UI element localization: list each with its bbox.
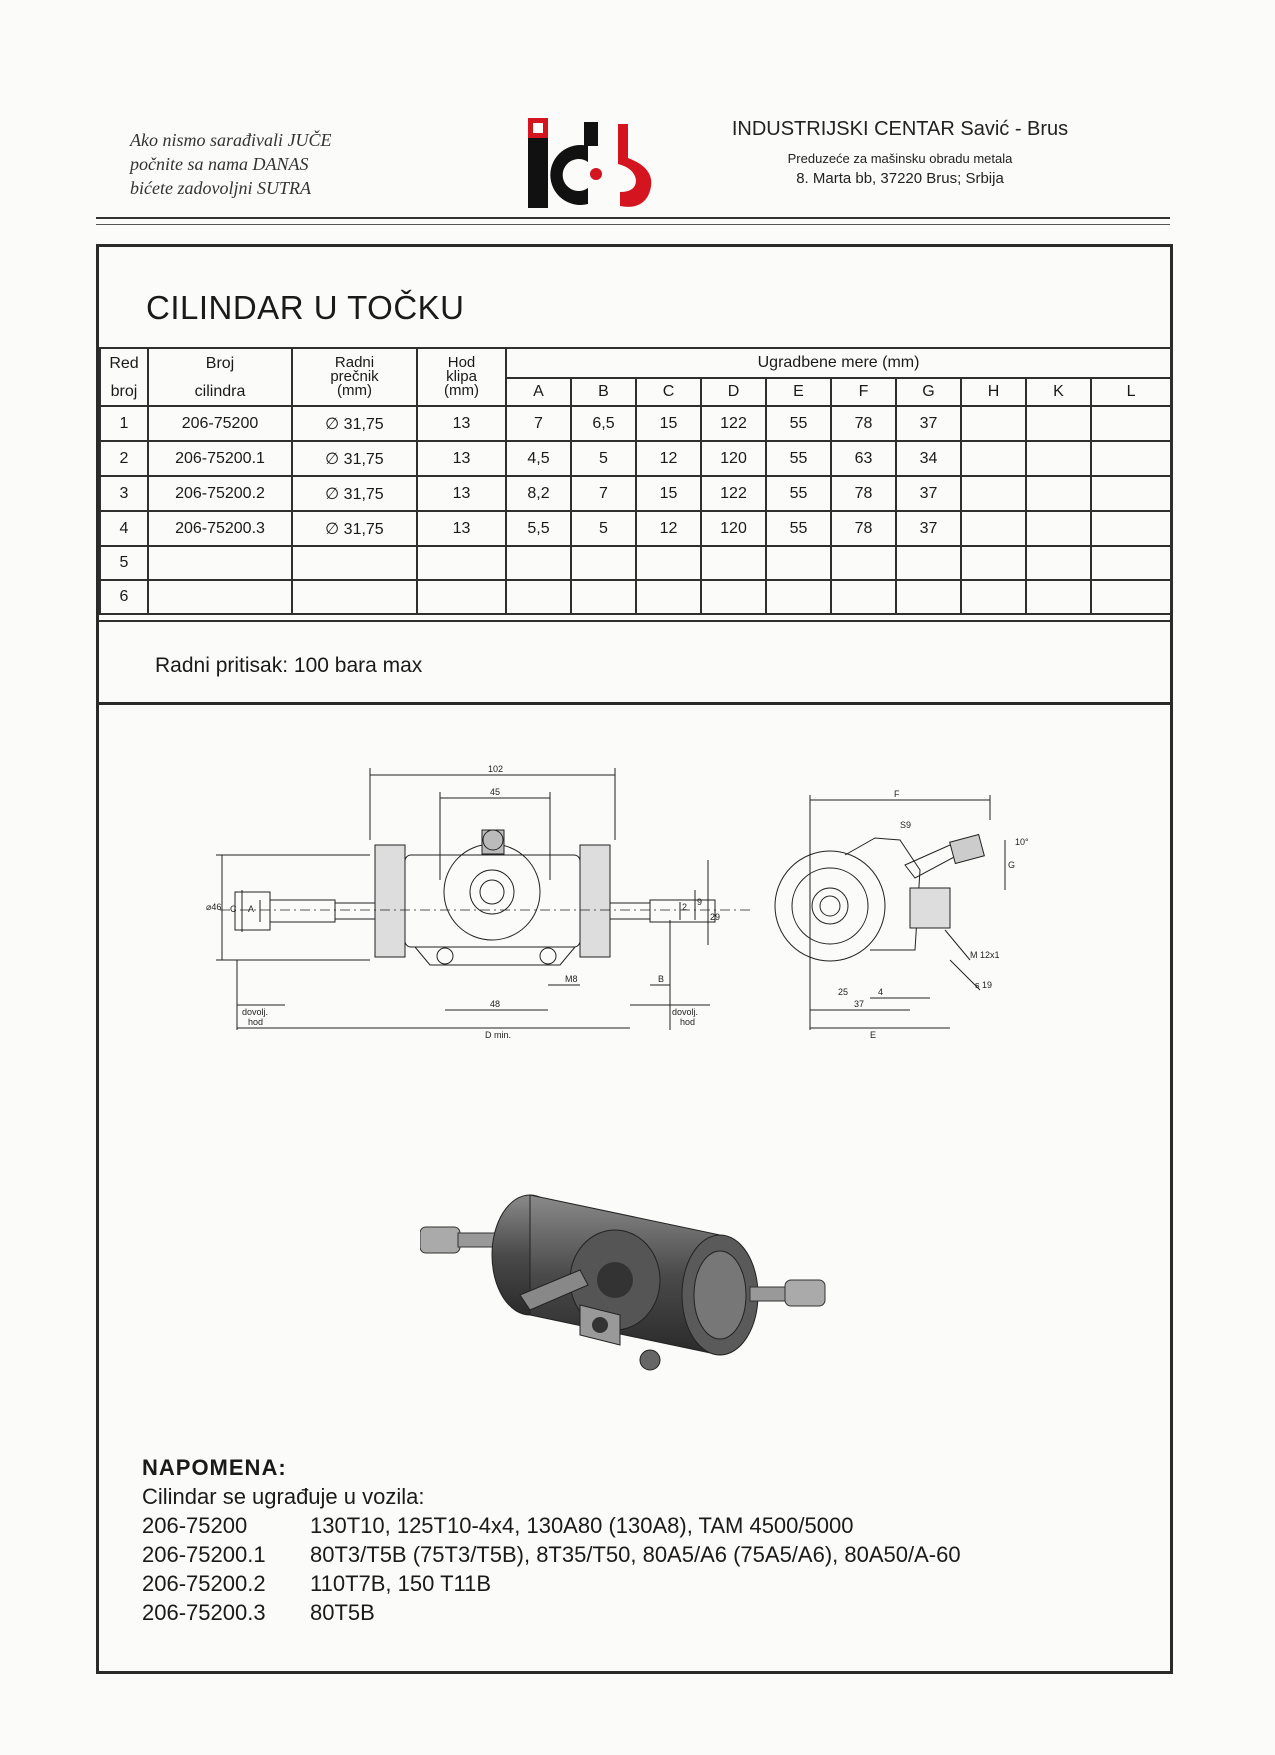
dim-b-cell: 5 <box>571 511 636 546</box>
company-subtitle: Preduzeće za mašinsku obradu metala <box>787 151 1013 166</box>
dim-b-cell: 6,5 <box>571 406 636 441</box>
dim-a-cell <box>506 546 571 580</box>
col-header-hod-line1: Hod <box>447 354 476 371</box>
dim-e-label: E <box>870 1030 877 1040</box>
table-row <box>100 511 1171 546</box>
col-header-g: G <box>896 378 961 406</box>
dim-k-cell <box>1026 441 1091 476</box>
col-header-l: L <box>1091 378 1171 406</box>
dim-c-cell: 15 <box>636 406 701 441</box>
dim-h-cell <box>961 546 1026 580</box>
piston-stroke-cell: 13 <box>417 441 506 476</box>
dim-e-cell: 55 <box>766 476 831 511</box>
slogan-line-2: počnite sa nama DANAS <box>130 154 309 174</box>
dim-f-cell: 78 <box>831 511 896 546</box>
dim-h-cell <box>961 476 1026 511</box>
dim-h-cell <box>961 441 1026 476</box>
dim-g-cell: 37 <box>896 476 961 511</box>
dim-g-cell: 37 <box>896 511 961 546</box>
dim-l-cell <box>1091 441 1171 476</box>
note-item <box>142 1540 961 1569</box>
dim-l-cell <box>1091 580 1171 614</box>
company-address: 8. Marta bb, 37220 Brus; Srbija <box>796 170 1004 187</box>
col-header-hod-line2: klipa <box>446 368 477 385</box>
dim-g-cell: 34 <box>896 441 961 476</box>
dim-48-label: 48 <box>490 999 501 1009</box>
note-item-code: 206-75200 <box>142 1513 248 1538</box>
dim-k-cell <box>1026 406 1091 441</box>
bore-diameter-cell: ∅ 31,75 <box>292 406 417 441</box>
dim-10deg-label: 10° <box>1015 837 1029 847</box>
bore-diameter-cell <box>292 580 417 614</box>
dim-phi46-label: ⌀46 <box>206 902 222 912</box>
col-header-radni-line3: (mm) <box>337 382 372 399</box>
dim-e-cell: 55 <box>766 511 831 546</box>
col-header-b: B <box>571 378 636 406</box>
dim-k-cell <box>1026 580 1091 614</box>
note-intro: Cilindar se ugrađuje u vozila: <box>142 1484 425 1509</box>
header-rule-thin <box>96 224 1170 225</box>
note-item-vehicles: 80T5B <box>310 1600 375 1625</box>
dim-b-cell <box>571 546 636 580</box>
dim-e-cell <box>766 546 831 580</box>
dim-d-cell <box>701 546 766 580</box>
dim-e-cell: 55 <box>766 441 831 476</box>
row-number-cell: 6 <box>100 580 148 614</box>
technical-drawing <box>110 760 1100 1040</box>
col-header-c: C <box>636 378 701 406</box>
dim-e-cell: 55 <box>766 406 831 441</box>
note-heading: NAPOMENA: <box>142 1455 287 1480</box>
dim-e-cell <box>766 580 831 614</box>
dim-l-cell <box>1091 406 1171 441</box>
note-item-code: 206-75200.3 <box>142 1600 266 1625</box>
bore-diameter-cell: ∅ 31,75 <box>292 511 417 546</box>
dim-b-cell: 5 <box>571 441 636 476</box>
col-header-radni-line1: Radni <box>334 354 375 371</box>
col-header-radni-line2: prečnik <box>330 368 379 385</box>
dim-c-cell: 15 <box>636 476 701 511</box>
dovolj-hod-right-1: dovolj. <box>672 1007 699 1017</box>
dim-c-cell <box>636 580 701 614</box>
dim-a-cell <box>506 580 571 614</box>
dim-a-cell: 7 <box>506 406 571 441</box>
dim-4-label: 4 <box>878 987 884 997</box>
row-number-cell: 1 <box>100 406 148 441</box>
dim-37-label: 37 <box>854 999 865 1009</box>
note-item-vehicles: 80T3/T5B (75T3/T5B), 8T35/T50, 80A5/A6 (75A5/A6), 80A50/A-60 <box>310 1542 961 1567</box>
dim-45-label: 45 <box>490 787 501 797</box>
dim-l-cell <box>1091 511 1171 546</box>
dim-k-cell <box>1026 476 1091 511</box>
dim-k-cell <box>1026 511 1091 546</box>
table-row <box>100 476 1171 511</box>
dim-102-label: 102 <box>488 764 504 774</box>
company-info <box>720 118 1080 187</box>
slogan-line-1: Ako nismo sarađivali JUČE <box>130 130 332 150</box>
slogan-line-3: bićete zadovoljni SUTRA <box>130 178 311 198</box>
note-item-code: 206-75200.1 <box>142 1542 266 1567</box>
dim-c-cell: 12 <box>636 511 701 546</box>
part-number-cell: 206-75200.1 <box>148 441 292 476</box>
side-view-labels <box>206 764 720 1040</box>
note-item-code: 206-75200.2 <box>142 1571 266 1596</box>
dim-d-cell <box>701 580 766 614</box>
bore-diameter-cell <box>292 546 417 580</box>
dim-b-label: B <box>658 974 665 984</box>
dim-l-cell <box>1091 476 1171 511</box>
note-items <box>142 1511 961 1627</box>
note-item <box>142 1511 961 1540</box>
pressure-section <box>99 620 1170 705</box>
bore-diameter-cell: ∅ 31,75 <box>292 476 417 511</box>
col-header-red: Red <box>109 355 139 372</box>
dim-g-cell <box>896 580 961 614</box>
dim-s19-label: s 19 <box>975 980 993 990</box>
row-number-cell: 4 <box>100 511 148 546</box>
row-number-cell: 5 <box>100 546 148 580</box>
dim-a-cell: 5,5 <box>506 511 571 546</box>
dim-29-label: 29 <box>710 912 721 922</box>
dim-f-cell <box>831 580 896 614</box>
dim-g-cell <box>896 546 961 580</box>
dim-l-cell <box>1091 546 1171 580</box>
end-view <box>775 795 1005 1030</box>
dovolj-hod-left-2: hod <box>248 1017 264 1027</box>
dim-m8-label: M8 <box>565 974 578 984</box>
col-header-broj-top: Broj <box>205 355 235 372</box>
dim-h-cell <box>961 511 1026 546</box>
table-row <box>100 406 1171 441</box>
company-name: INDUSTRIJSKI CENTAR Savić - Brus <box>731 118 1069 140</box>
part-number-cell <box>148 546 292 580</box>
dim-h-cell <box>961 406 1026 441</box>
dim-k-cell <box>1026 546 1091 580</box>
dim-b-cell <box>571 580 636 614</box>
dim-g-label: G <box>1008 860 1016 870</box>
piston-stroke-cell: 13 <box>417 406 506 441</box>
dim-a-label: A <box>248 904 255 914</box>
piston-stroke-cell <box>417 580 506 614</box>
dovolj-hod-right-2: hod <box>680 1017 696 1027</box>
dim-b-cell: 7 <box>571 476 636 511</box>
col-header-a: A <box>506 378 571 406</box>
note-section <box>142 1453 961 1627</box>
header-rule <box>96 217 1170 219</box>
dim-h-cell <box>961 580 1026 614</box>
part-number-cell: 206-75200.3 <box>148 511 292 546</box>
part-number-cell <box>148 580 292 614</box>
dim-a-cell: 4,5 <box>506 441 571 476</box>
slogan <box>130 128 430 200</box>
dim-d-cell: 122 <box>701 406 766 441</box>
table-row <box>100 441 1171 476</box>
dim-f-cell: 63 <box>831 441 896 476</box>
dim-c-cell: 12 <box>636 441 701 476</box>
dim-f-label: F <box>894 789 900 799</box>
dim-9-label: 9 <box>697 897 703 907</box>
col-header-hod-line3: (mm) <box>444 382 479 399</box>
dim-d-cell: 120 <box>701 511 766 546</box>
note-item <box>142 1569 961 1598</box>
dim-25-label: 25 <box>838 987 849 997</box>
col-header-broj: broj <box>110 383 138 400</box>
row-number-cell: 2 <box>100 441 148 476</box>
piston-stroke-cell: 13 <box>417 511 506 546</box>
dim-g-cell: 37 <box>896 406 961 441</box>
dim-f-cell: 78 <box>831 476 896 511</box>
side-view <box>216 768 750 1030</box>
col-header-red-broj <box>100 348 148 406</box>
table-row <box>100 580 1171 614</box>
row-number-cell: 3 <box>100 476 148 511</box>
dim-c-cell <box>636 546 701 580</box>
dim-d-cell: 122 <box>701 476 766 511</box>
col-header-e: E <box>766 378 831 406</box>
col-group-ugradbene-mere: Ugradbene mere (mm) <box>506 348 1171 378</box>
col-header-d: D <box>701 378 766 406</box>
dim-m12-label: M 12x1 <box>970 950 1000 960</box>
col-header-broj-cilindra <box>148 348 292 406</box>
product-photo <box>420 1175 860 1395</box>
dim-a-cell: 8,2 <box>506 476 571 511</box>
dim-f-cell: 78 <box>831 406 896 441</box>
spec-table-body <box>100 406 1171 614</box>
col-header-cilindra: cilindra <box>194 383 246 400</box>
col-header-k: K <box>1026 378 1091 406</box>
dim-c-label: C <box>230 904 237 914</box>
dim-f-cell <box>831 546 896 580</box>
page-title: CILINDAR U TOČKU <box>146 289 465 326</box>
part-number-cell: 206-75200.2 <box>148 476 292 511</box>
working-pressure: Radni pritisak: 100 bara max <box>155 654 423 677</box>
dim-d-min-label: D min. <box>485 1030 512 1040</box>
piston-stroke-cell <box>417 546 506 580</box>
dim-2-label: 2 <box>682 902 688 912</box>
note-item-vehicles: 130T10, 125T10-4x4, 130A80 (130A8), TAM 4500/5000 <box>310 1513 854 1538</box>
col-header-h: H <box>961 378 1026 406</box>
col-header-hod-klipa <box>417 348 506 406</box>
dim-s9-label: S9 <box>900 820 912 830</box>
dovolj-hod-left-1: dovolj. <box>242 1007 269 1017</box>
col-header-f: F <box>831 378 896 406</box>
note-item-vehicles: 110T7B, 150 T11B <box>310 1571 492 1596</box>
spec-table <box>99 347 1172 615</box>
col-header-radni-precnik <box>292 348 417 406</box>
note-item <box>142 1598 961 1627</box>
ics-logo <box>528 118 660 210</box>
piston-stroke-cell: 13 <box>417 476 506 511</box>
bore-diameter-cell: ∅ 31,75 <box>292 441 417 476</box>
table-row <box>100 546 1171 580</box>
dim-d-cell: 120 <box>701 441 766 476</box>
part-number-cell: 206-75200 <box>148 406 292 441</box>
